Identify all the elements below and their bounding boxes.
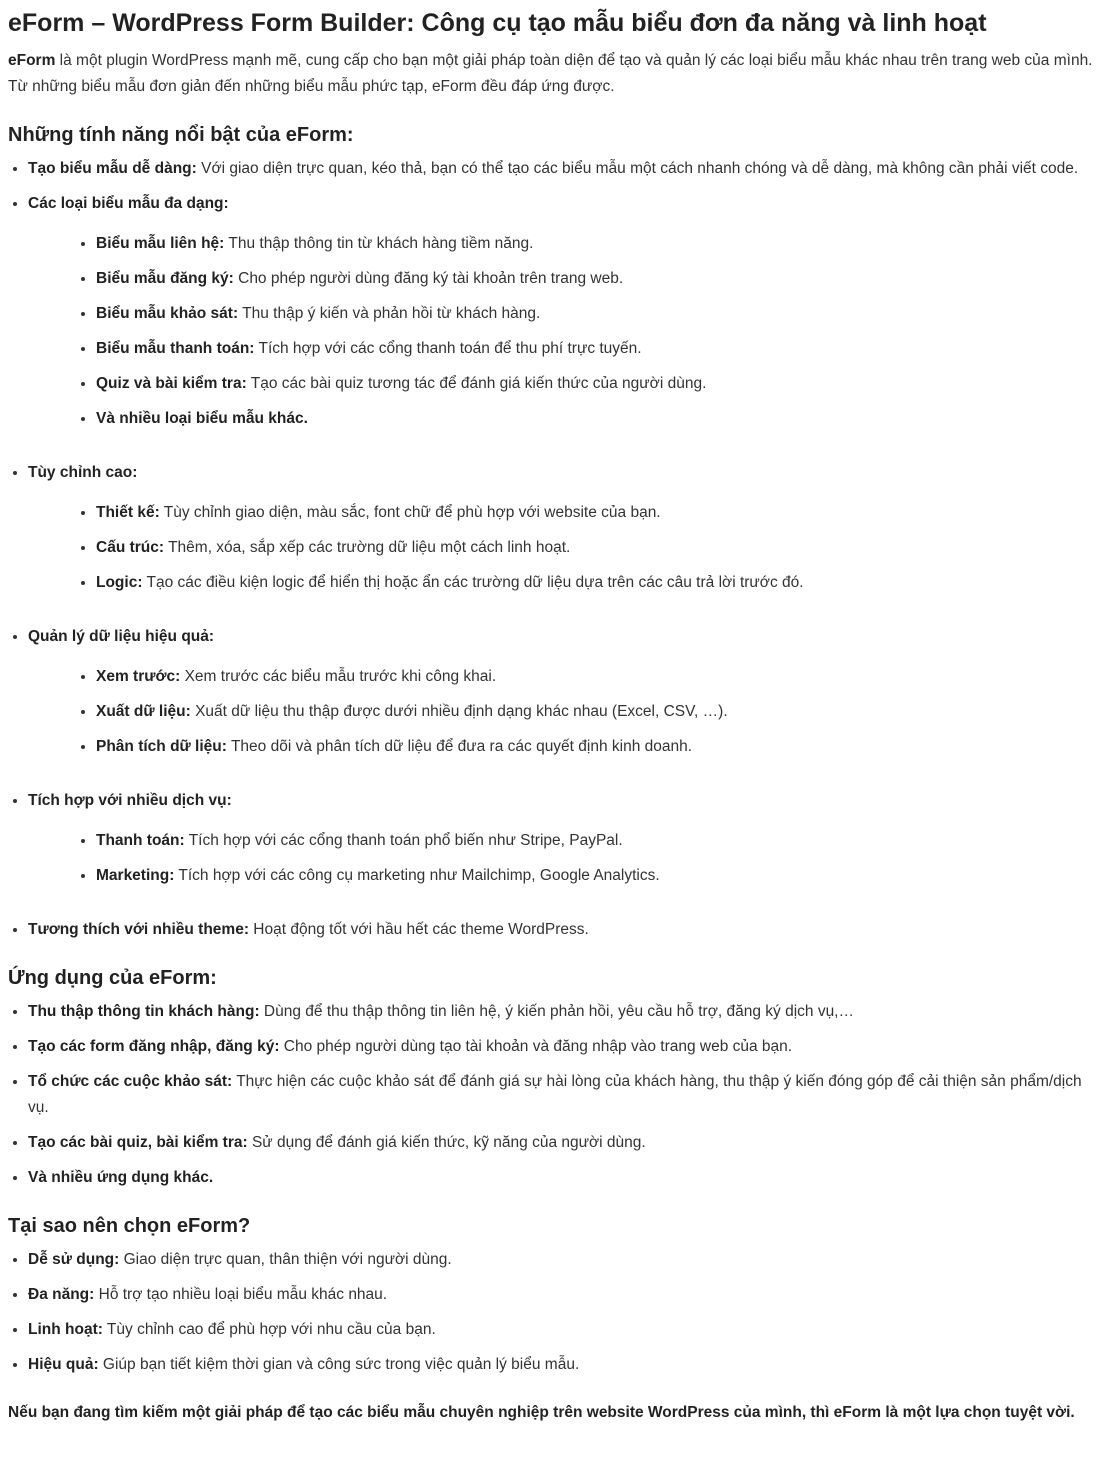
list-item [28, 191, 1104, 432]
item-key: Tùy chỉnh cao: [28, 464, 138, 481]
list-item [96, 863, 1104, 889]
list-item [28, 1352, 1104, 1378]
item-key: Quản lý dữ liệu hiệu quả: [28, 628, 215, 645]
item-key: Tương thích với nhiều theme: [28, 921, 249, 938]
item-key: Đa năng: [28, 1286, 95, 1303]
item-key: Hiệu quả: [28, 1356, 99, 1373]
applications-list [8, 999, 1104, 1191]
item-key: Phân tích dữ liệu: [96, 738, 227, 755]
list-item [96, 336, 1104, 362]
item-text: Cho phép người dùng đăng ký tài khoản trên trang web. [233, 270, 624, 287]
item-key: Logic: [96, 574, 143, 591]
item-key: Xem trước: [96, 668, 181, 685]
item-text: Tùy chỉnh giao diện, màu sắc, font chữ để phù hợp với website của bạn. [159, 504, 661, 521]
item-key: Biểu mẫu đăng ký: [96, 270, 234, 287]
list-item [28, 1282, 1104, 1308]
item-key: Thanh toán: [96, 832, 185, 849]
item-text: Thêm, xóa, sắp xếp các trường dữ liệu một cách linh hoạt. [164, 539, 571, 556]
applications-heading: Ứng dụng của eForm: [8, 967, 217, 989]
intro-brand: eForm [8, 52, 56, 69]
item-key: Biểu mẫu khảo sát: [96, 305, 239, 322]
item-text: Tích hợp với các công cụ marketing như Mailchimp, Google Analytics. [174, 867, 660, 884]
form-types-list [28, 231, 1104, 432]
list-item [96, 535, 1104, 561]
list-item [96, 570, 1104, 596]
item-text: Hoạt động tốt với hầu hết các theme WordPress. [249, 921, 589, 938]
item-key: Quiz và bài kiểm tra: [96, 375, 247, 392]
list-item [96, 664, 1104, 690]
list-item [28, 624, 1104, 760]
item-key: Dễ sử dụng: [28, 1251, 120, 1268]
item-key: Marketing: [96, 867, 175, 884]
item-key: Và nhiều ứng dụng khác. [28, 1169, 214, 1186]
item-key: Thiết kế: [96, 504, 160, 521]
data-management-list [28, 664, 1104, 760]
list-item [28, 1034, 1104, 1060]
integrations-list [28, 828, 1104, 889]
item-text: Với giao diện trực quan, kéo thả, bạn có thể tạo các biểu mẫu một cách nhanh chóng và dễ dàng, mà không cần phải viết code. [196, 160, 1079, 177]
intro-paragraph [8, 48, 1104, 100]
list-item [96, 828, 1104, 854]
list-item [28, 1069, 1104, 1121]
item-key: Tích hợp với nhiều dịch vụ: [28, 792, 232, 809]
intro-text: là một plugin WordPress mạnh mẽ, cung cấp cho bạn một giải pháp toàn diện để tạo và quản lý các loại biểu mẫu khác nhau trên trang web của mình. Từ những biểu mẫu đơn giản đến những biểu mẫu phức tạp, eForm đều đáp ứng được. [8, 52, 1093, 95]
item-text: Giao diện trực quan, thân thiện với người dùng. [119, 1251, 452, 1268]
list-item [96, 406, 1104, 432]
item-text: Hỗ trợ tạo nhiều loại biểu mẫu khác nhau. [94, 1286, 388, 1303]
item-text: Giúp bạn tiết kiệm thời gian và công sức trong việc quản lý biểu mẫu. [98, 1356, 580, 1373]
list-item [28, 1247, 1104, 1273]
features-list [8, 156, 1104, 943]
item-key: Các loại biểu mẫu đa dạng: [28, 195, 229, 212]
list-item [28, 1130, 1104, 1156]
item-key: Tạo các bài quiz, bài kiểm tra: [28, 1134, 248, 1151]
item-key: Xuất dữ liệu: [96, 703, 191, 720]
list-item [96, 371, 1104, 397]
customization-list [28, 500, 1104, 596]
list-item [28, 917, 1104, 943]
item-text: Tùy chỉnh cao để phù hợp với nhu cầu của bạn. [102, 1321, 436, 1338]
closing-paragraph: Nếu bạn đang tìm kiếm một giải pháp để tạo các biểu mẫu chuyên nghiệp trên website WordPress của mình, thì eForm là một lựa chọn tuyệt vời. [8, 1404, 1075, 1421]
list-item [28, 1165, 1104, 1191]
list-item [28, 1317, 1104, 1343]
list-item [28, 999, 1104, 1025]
item-text: Xem trước các biểu mẫu trước khi công khai. [180, 668, 497, 685]
list-item [28, 788, 1104, 889]
item-text: Thực hiện các cuộc khảo sát để đánh giá sự hài lòng của khách hàng, thu thập ý kiến đóng góp để cải thiện sản phẩm/dịch vụ. [28, 1073, 1082, 1116]
list-item [96, 301, 1104, 327]
list-item [28, 156, 1104, 182]
features-heading: Những tính năng nổi bật của eForm: [8, 124, 354, 146]
list-item [96, 231, 1104, 257]
item-key: Và nhiều loại biểu mẫu khác. [96, 410, 308, 427]
item-key: Cấu trúc: [96, 539, 165, 556]
item-key: Biểu mẫu thanh toán: [96, 340, 255, 357]
item-text: Dùng để thu thập thông tin liên hệ, ý kiến phản hồi, yêu cầu hỗ trợ, đăng ký dịch vụ,… [259, 1003, 854, 1020]
list-item [96, 734, 1104, 760]
item-text: Tích hợp với các cổng thanh toán để thu phí trực tuyến. [254, 340, 642, 357]
list-item [96, 500, 1104, 526]
item-text: Thu thập thông tin từ khách hàng tiềm năng. [224, 235, 534, 252]
item-key: Biểu mẫu liên hệ: [96, 235, 225, 252]
item-text: Xuất dữ liệu thu thập được dưới nhiều định dạng khác nhau (Excel, CSV, …). [190, 703, 728, 720]
item-text: Tạo các điều kiện logic để hiển thị hoặc ẩn các trường dữ liệu dựa trên các câu trả lời trước đó. [142, 574, 804, 591]
item-key: Tổ chức các cuộc khảo sát: [28, 1073, 233, 1090]
item-key: Thu thập thông tin khách hàng: [28, 1003, 260, 1020]
item-key: Tạo biểu mẫu dễ dàng: [28, 160, 197, 177]
list-item [96, 699, 1104, 725]
why-heading: Tại sao nên chọn eForm? [8, 1215, 251, 1237]
item-text: Tích hợp với các cổng thanh toán phổ biến như Stripe, PayPal. [184, 832, 623, 849]
why-list [8, 1247, 1104, 1378]
item-text: Tạo các bài quiz tương tác để đánh giá kiến thức của người dùng. [246, 375, 707, 392]
item-text: Theo dõi và phân tích dữ liệu để đưa ra các quyết định kinh doanh. [226, 738, 693, 755]
item-key: Tạo các form đăng nhập, đăng ký: [28, 1038, 280, 1055]
item-text: Sử dụng để đánh giá kiến thức, kỹ năng của người dùng. [247, 1134, 646, 1151]
item-key: Linh hoạt: [28, 1321, 103, 1338]
item-text: Thu thập ý kiến và phản hồi từ khách hàng. [238, 305, 541, 322]
item-text: Cho phép người dùng tạo tài khoản và đăng nhập vào trang web của bạn. [279, 1038, 793, 1055]
list-item [28, 460, 1104, 596]
page-title: eForm – WordPress Form Builder: Công cụ tạo mẫu biểu đơn đa năng và linh hoạt [8, 9, 987, 37]
list-item [96, 266, 1104, 292]
